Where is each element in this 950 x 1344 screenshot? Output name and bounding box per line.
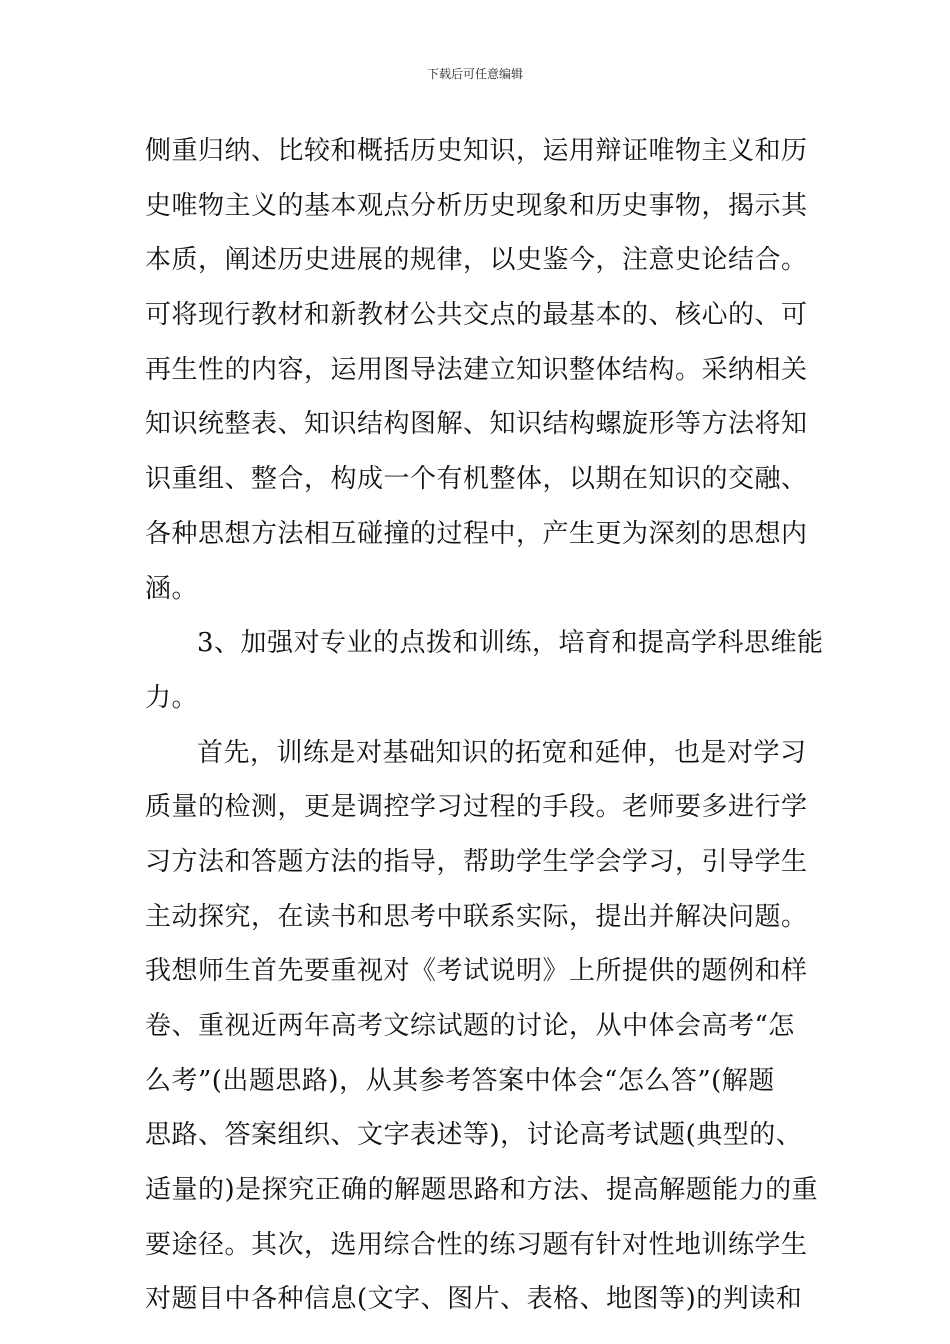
text-line: 我想师生首先要重视对《考试说明》上所提供的题例和样 [145, 956, 808, 987]
section-heading: 3、加强对专业的点拨和训练，培育和提高学科思维能 [197, 628, 824, 659]
text-line: 卷、重视近两年高考文综试题的讨论，从中体会高考“怎 [145, 1011, 795, 1041]
text-line: 可将现行教材和新教材公共交点的最基本的、核心的、可 [145, 300, 808, 331]
text-line: 要途径。其次，选用综合性的练习题有针对性地训练学生 [145, 1229, 808, 1260]
text-line: 习方法和答题方法的指导，帮助学生学会学习，引导学生 [145, 846, 808, 877]
text-line: 史唯物主义的基本观点分析历史现象和历史事物，揭示其 [145, 190, 808, 221]
document-body [145, 124, 824, 1327]
text-line: 力。 [145, 682, 199, 713]
paragraph-start-line: 首先，训练是对基础知识的拓宽和延伸，也是对学习 [197, 737, 807, 768]
text-line: 再生性的内容，运用图导法建立知识整体结构。采纳相关 [145, 354, 808, 385]
text-line: 主动探究，在读书和思考中联系实际，提出并解决问题。 [145, 901, 808, 932]
text-line: 侧重归纳、比较和概括历史知识，运用辩证唯物主义和历 [145, 136, 808, 166]
text-line: 思路、答案组织、文字表述等)，讨论高考试题(典型的、 [145, 1120, 803, 1151]
text-line: 各种思想方法相互碰撞的过程中，产生更为深刻的思想内 [145, 518, 808, 549]
text-line: 本质，阐述历史进展的规律，以史鉴今，注意史论结合。 [145, 245, 808, 276]
text-line: 知识统整表、知识结构图解、知识结构螺旋形等方法将知 [145, 409, 808, 440]
text-line: 对题目中各种信息(文字、图片、表格、地图等)的判读和 [145, 1284, 803, 1315]
text-line: 质量的检测，更是调控学习过程的手段。老师要多进行学 [145, 792, 808, 823]
text-line: 识重组、整合，构成一个有机整体，以期在知识的交融、 [145, 464, 808, 495]
text-line: 么考”(出题思路)，从其参考答案中体会“怎么答”(解题 [145, 1065, 775, 1096]
text-line: 涵。 [145, 573, 199, 604]
text-line: 适量的)是探究正确的解题思路和方法、提高解题能力的重 [145, 1175, 819, 1206]
page-header: 下载后可任意编辑 [426, 67, 523, 81]
